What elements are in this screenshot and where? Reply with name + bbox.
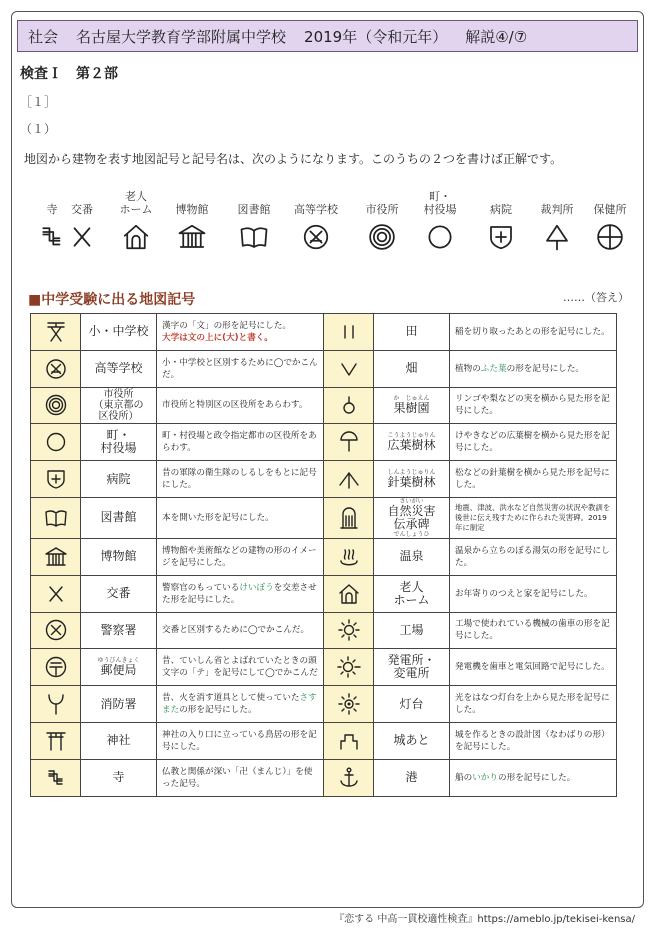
symbol-list <box>24 180 636 260</box>
symbol-name-cell <box>81 497 157 538</box>
hospital-icon <box>473 222 529 252</box>
symbol-name: 老人 ホーム <box>393 579 430 607</box>
symbol-name: 町・ 村役場 <box>423 190 457 216</box>
description-text: の形を記号にした。 <box>498 772 576 783</box>
symbol-name: 病院 <box>106 471 131 486</box>
symbol-name: 老人 ホーム <box>119 190 153 216</box>
disaster-monument-icon <box>324 497 374 538</box>
description-text: 昔、火を消す道具として使っていた <box>162 693 300 704</box>
description-text: 町・村役場と政令指定都市の区役所をあらわす。 <box>162 431 317 454</box>
table-row <box>31 387 617 424</box>
post-office-icon <box>31 649 81 686</box>
symbol-item <box>108 180 164 252</box>
symbol-name: 市役所 <box>365 203 399 216</box>
description-text: 交番と区別するために◯でかこんだ。 <box>162 625 310 636</box>
description-text: お年寄りのつえと家を記号にした。 <box>455 588 593 599</box>
symbol-description <box>157 722 324 759</box>
description-text: の形を記号にした。 <box>506 363 584 374</box>
description-text: さすまた <box>162 693 317 716</box>
symbol-name: 市役所 （東京都の 区役所） <box>93 388 144 422</box>
symbol-name-cell <box>81 461 157 498</box>
symbol-item <box>473 180 529 252</box>
broadleaf-forest-icon <box>324 424 374 461</box>
nursing-home-icon <box>324 575 374 612</box>
hot-spring-icon <box>324 538 374 575</box>
symbol-name-cell <box>81 612 157 649</box>
header-page: 解説④/⑦ <box>465 27 528 46</box>
symbol-name: 交番 <box>71 203 93 216</box>
symbol-name-cell <box>81 649 157 686</box>
lighthouse-icon <box>324 686 374 723</box>
description-text: 稲を切り取ったあとの形を記号にした。 <box>455 326 610 337</box>
table-row <box>31 424 617 461</box>
furigana: こうようじゅりん <box>387 432 436 440</box>
symbol-description <box>157 686 324 723</box>
symbol-name: 自然災害 伝承碑 <box>387 503 436 531</box>
symbol-name: 寺 <box>46 203 58 216</box>
symbol-description <box>157 649 324 686</box>
symbol-name: 広葉樹林 <box>387 438 436 453</box>
symbol-description <box>450 314 617 351</box>
description-text: 光をはなつ灯台を上から見た形を記号にした。 <box>455 693 610 716</box>
description-text: 船の <box>455 772 473 783</box>
symbol-name-cell <box>81 314 157 351</box>
symbol-name: 果樹園 <box>393 401 430 416</box>
symbol-description <box>450 387 617 424</box>
police-box-icon <box>54 222 110 252</box>
high-school-icon <box>288 222 344 252</box>
symbol-description <box>450 538 617 575</box>
symbol-name-cell <box>374 350 450 387</box>
symbol-description <box>157 538 324 575</box>
symbol-description <box>450 461 617 498</box>
symbol-name-cell <box>81 722 157 759</box>
symbol-item <box>288 180 344 252</box>
description-text: けいぼう <box>239 582 274 593</box>
town-office-icon <box>31 424 81 461</box>
furigana: か じゅえん <box>393 395 430 403</box>
harbor-icon <box>324 759 374 796</box>
symbol-name: 町・ 村役場 <box>100 428 137 456</box>
symbol-name-cell <box>374 314 450 351</box>
description-text: 昔の軍隊の衛生隊のしるしをもとに記号にした。 <box>162 468 317 491</box>
symbol-description <box>450 575 617 612</box>
symbol-name: 高等学校 <box>94 361 143 376</box>
description-text: 警察官のもっている <box>162 582 240 593</box>
rice-field-icon <box>324 314 374 351</box>
question-label: ［１］ <box>20 95 57 109</box>
symbol-name: 針葉樹林 <box>387 475 436 490</box>
symbol-description <box>450 424 617 461</box>
nursing-home-icon <box>108 222 164 252</box>
description-text: 発電機を歯車と電気回路で記号にした。 <box>455 662 610 673</box>
library-icon <box>31 497 81 538</box>
description-text: いかり <box>472 772 498 783</box>
footer-credit: 『恋する 中高一貫校適性検査』https://ameblo.jp/tekisei-kensa/ <box>334 914 635 925</box>
symbol-name-cell <box>81 424 157 461</box>
symbol-name-cell <box>81 686 157 723</box>
description-text: けやきなどの広葉樹を横から見た形を記号にした。 <box>455 431 610 454</box>
symbol-item <box>54 180 110 252</box>
description-text: 温泉から立ちのぼる湯気の形を記号にした。 <box>455 545 610 568</box>
description-text: 市役所と特別区の区役所をあらわす。 <box>162 400 308 411</box>
description-text: 松などの針葉樹を横から見た形を記号にした。 <box>455 468 610 491</box>
library-icon <box>226 222 282 252</box>
symbol-name-cell <box>81 350 157 387</box>
symbol-name: 高等学校 <box>294 203 338 216</box>
high-school-icon <box>31 350 81 387</box>
symbol-name-cell <box>374 649 450 686</box>
symbol-description <box>157 759 324 796</box>
description-text: 神社の入り口に立っている鳥居の形を記号にした。 <box>162 729 317 752</box>
symbol-name: 博物館 <box>100 549 137 564</box>
symbol-name: 警察署 <box>100 622 137 637</box>
symbol-name: 灯台 <box>399 696 424 711</box>
health-center-icon <box>582 222 638 252</box>
symbol-item <box>226 180 282 252</box>
description-text: リンゴや梨などの実を横から見た形を記号にした。 <box>455 394 610 417</box>
symbol-name: 田 <box>405 324 418 339</box>
symbol-name: 城あと <box>393 733 430 748</box>
subquestion-label: （１） <box>20 122 57 136</box>
symbol-description <box>157 497 324 538</box>
header-school: 名古屋大学教育学部附属中学校 <box>76 27 287 46</box>
map-symbols-title: ■中学受験に出る地図記号 <box>28 292 196 308</box>
description-text: ふた葉 <box>480 363 507 374</box>
symbol-name: 郵便局 <box>100 663 137 678</box>
symbol-description <box>157 612 324 649</box>
conifer-forest-icon <box>324 461 374 498</box>
symbol-name: 消防署 <box>100 696 137 711</box>
description-text: 仏教と関係が深い「卍（まんじ）」を使った記号。 <box>162 766 313 789</box>
symbol-item <box>164 180 220 252</box>
symbol-description <box>157 424 324 461</box>
furigana: ゆうびんきょく <box>97 657 140 665</box>
symbol-description <box>450 686 617 723</box>
description-text: 地震、津波、洪水など自然災害の状況や教訓を後世に伝え残すために作られた災害碑。2019年に制定 <box>455 502 611 532</box>
symbol-name-cell <box>374 538 450 575</box>
power-plant-icon <box>324 649 374 686</box>
description-text: 植物の <box>455 363 481 374</box>
symbol-name-cell <box>374 497 450 538</box>
description-text: を交差させた形を記号にした。 <box>162 582 317 605</box>
symbol-name-cell <box>81 387 157 424</box>
city-hall-icon <box>354 222 410 252</box>
symbol-description <box>450 722 617 759</box>
description-text: 漢字の「文」の形を記号にした。 <box>162 320 291 331</box>
symbol-name-cell <box>374 387 450 424</box>
table-row <box>31 686 617 723</box>
description-text: 本を開いた形を記号にした。 <box>162 512 274 523</box>
symbol-name-cell <box>81 759 157 796</box>
symbol-item <box>412 180 468 252</box>
police-box-icon <box>31 575 81 612</box>
symbol-description <box>450 497 617 538</box>
table-row <box>31 759 617 796</box>
section-heading: 検査Ｉ 第２部 <box>20 66 118 82</box>
table-row <box>31 538 617 575</box>
fire-station-icon <box>31 686 81 723</box>
symbol-name: 港 <box>405 770 418 785</box>
page-header <box>17 20 638 52</box>
table-row <box>31 722 617 759</box>
symbol-name: 病院 <box>490 203 512 216</box>
symbol-name: 小・中学校 <box>88 324 149 339</box>
symbol-name-cell <box>374 424 450 461</box>
symbol-description <box>157 461 324 498</box>
symbol-name: 寺 <box>112 770 125 785</box>
symbol-name-cell <box>81 538 157 575</box>
symbol-name: 博物館 <box>175 203 209 216</box>
symbol-item <box>354 180 410 252</box>
symbol-description <box>450 612 617 649</box>
symbol-name-cell <box>81 575 157 612</box>
symbol-item <box>529 180 585 252</box>
symbol-description <box>157 387 324 424</box>
description-text: 工場で使われている機械の歯車の形を記号にした。 <box>455 619 610 642</box>
symbol-name: 発電所・ 変電所 <box>387 653 436 681</box>
header-year: 2019年（令和元年） <box>304 27 448 46</box>
header-subject: 社会 <box>28 27 59 46</box>
intro-text: 地図から建物を表す地図記号と記号名は、次のようになります。このうちの２つを書けば正解です。 <box>24 152 563 166</box>
symbol-name-cell <box>374 461 450 498</box>
table-row <box>31 497 617 538</box>
symbol-name-cell <box>374 722 450 759</box>
symbol-name-cell <box>374 575 450 612</box>
description-text: 小・中学校と区別するために◯でかこんだ。 <box>162 357 318 380</box>
castle-ruins-icon <box>324 722 374 759</box>
symbol-name: 工場 <box>399 622 424 637</box>
table-row <box>31 350 617 387</box>
symbol-description <box>450 649 617 686</box>
symbol-item <box>582 180 638 252</box>
furigana: しんようじゅりん <box>387 469 436 477</box>
orchard-icon <box>324 387 374 424</box>
table-row <box>31 612 617 649</box>
description-text: 昔、ていしん省とよばれていたときの頭文字の「テ」を記号にして◯でかこんだ <box>162 656 318 679</box>
symbol-name: 神社 <box>106 733 131 748</box>
description-text: の形を記号にした。 <box>179 705 257 716</box>
table-row <box>31 314 617 351</box>
symbol-description <box>450 350 617 387</box>
shrine-icon <box>31 722 81 759</box>
symbol-name: 温泉 <box>399 549 424 564</box>
symbol-name-cell <box>374 759 450 796</box>
hospital-icon <box>31 461 81 498</box>
police-station-icon <box>31 612 81 649</box>
furigana: さいがい <box>399 497 424 505</box>
symbol-name: 裁判所 <box>540 203 574 216</box>
symbol-name: 図書館 <box>100 510 137 525</box>
table-row <box>31 461 617 498</box>
symbol-name: 畑 <box>405 361 418 376</box>
symbol-description <box>450 759 617 796</box>
courthouse-icon <box>529 222 585 252</box>
city-hall-icon <box>31 387 81 424</box>
furigana: でんしょうひ <box>393 530 430 538</box>
symbol-name-cell <box>374 612 450 649</box>
museum-icon <box>164 222 220 252</box>
symbol-name: 交番 <box>106 586 131 601</box>
description-text: 博物館や美術館などの建物の形のイメージを記号にした。 <box>162 545 317 568</box>
table-row <box>31 575 617 612</box>
school-icon <box>31 314 81 351</box>
symbol-description <box>157 575 324 612</box>
symbol-description <box>157 314 324 351</box>
answer-note: ……（答え） <box>563 291 629 304</box>
table-row <box>31 649 617 686</box>
description-text: 大学は文の上に(大)と書く。 <box>162 332 273 343</box>
symbol-description <box>157 350 324 387</box>
factory-icon <box>324 612 374 649</box>
description-text: 城を作るときの設計図（なわばりの形）を記号にした。 <box>455 729 610 752</box>
field-icon <box>324 350 374 387</box>
map-symbol-table <box>30 313 617 797</box>
symbol-name-cell <box>374 686 450 723</box>
town-office-icon <box>412 222 468 252</box>
museum-icon <box>31 538 81 575</box>
symbol-name: 図書館 <box>237 203 271 216</box>
symbol-name: 保健所 <box>593 203 627 216</box>
temple-icon <box>31 759 81 796</box>
